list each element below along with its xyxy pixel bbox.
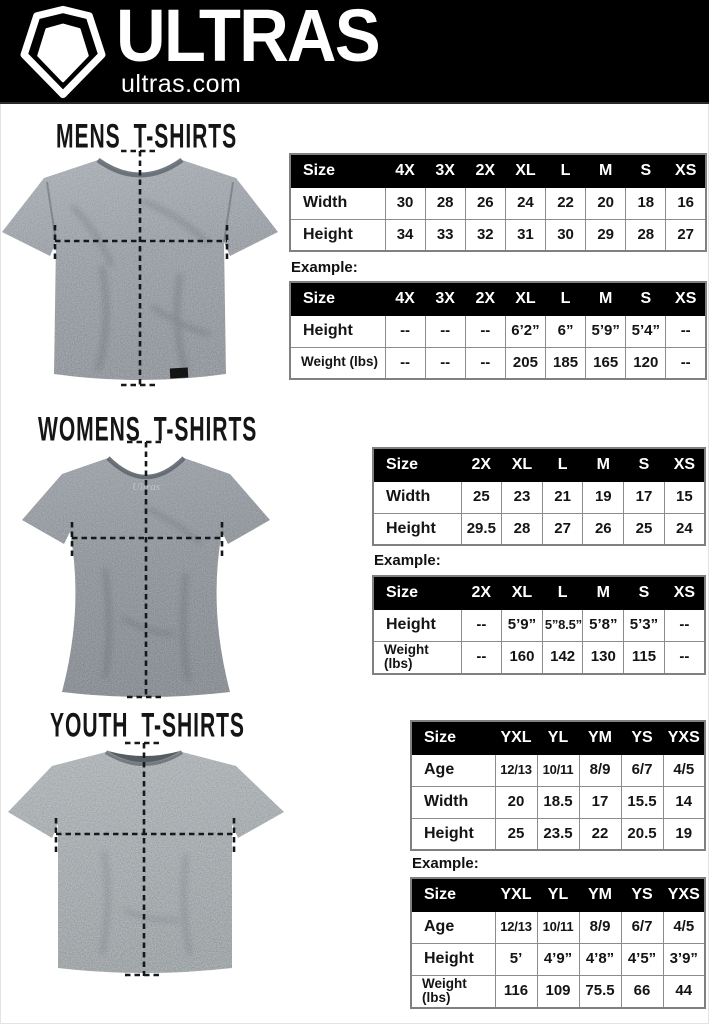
value-cell: 4/5 bbox=[663, 754, 705, 786]
size-column-header-cell: YXL bbox=[495, 721, 537, 754]
value-cell: -- bbox=[425, 315, 465, 347]
value-cell: 25 bbox=[495, 818, 537, 850]
size-column-header-cell: 3X bbox=[425, 282, 465, 315]
value-cell: 6/7 bbox=[621, 754, 663, 786]
brand-logo-text: ULTRAS bbox=[116, 0, 379, 77]
table-row bbox=[411, 911, 705, 943]
size-column-header-cell: YXS bbox=[663, 878, 705, 911]
size-column-header-cell: S bbox=[624, 448, 665, 481]
value-cell: 6” bbox=[546, 315, 586, 347]
value-cell: 25 bbox=[624, 513, 665, 545]
value-cell: 12/13 bbox=[495, 754, 537, 786]
table-row bbox=[411, 786, 705, 818]
value-cell: -- bbox=[385, 347, 425, 379]
value-cell: 44 bbox=[663, 975, 705, 1008]
size-column-header-cell: 2X bbox=[465, 282, 505, 315]
mens-size-table bbox=[289, 153, 707, 252]
size-column-header-cell: L bbox=[542, 576, 583, 609]
value-cell: 23.5 bbox=[537, 818, 579, 850]
value-cell: 3’9” bbox=[663, 943, 705, 975]
value-cell: 15 bbox=[664, 481, 705, 513]
value-cell: 28 bbox=[425, 187, 465, 219]
value-cell: 19 bbox=[583, 481, 624, 513]
value-cell: -- bbox=[461, 641, 502, 674]
value-cell: -- bbox=[666, 315, 706, 347]
pentagon-badge-icon bbox=[16, 5, 110, 99]
value-cell: 5’ bbox=[495, 943, 537, 975]
row-label-cell: Height bbox=[290, 315, 385, 347]
value-cell: 5”8.5” bbox=[542, 609, 583, 641]
value-cell: 18 bbox=[626, 187, 666, 219]
value-cell: 160 bbox=[502, 641, 543, 674]
row-label-cell: Age bbox=[411, 911, 495, 943]
row-label-cell: Height bbox=[373, 513, 461, 545]
value-cell: 5’9” bbox=[502, 609, 543, 641]
table-row bbox=[290, 219, 706, 251]
table-row bbox=[411, 818, 705, 850]
size-column-header-cell: 3X bbox=[425, 154, 465, 187]
table-header-row bbox=[373, 576, 705, 609]
womens-size-table bbox=[372, 447, 706, 546]
value-cell: 5’4” bbox=[626, 315, 666, 347]
value-cell: 75.5 bbox=[579, 975, 621, 1008]
size-column-header-cell: M bbox=[586, 282, 626, 315]
value-cell: 6/7 bbox=[621, 911, 663, 943]
table-row bbox=[411, 975, 705, 1008]
size-column-header-cell: L bbox=[546, 282, 586, 315]
size-header-label-cell: Size bbox=[373, 448, 461, 481]
value-cell: 10/11 bbox=[537, 754, 579, 786]
row-label-cell: Width bbox=[290, 187, 385, 219]
row-label-cell: Width bbox=[411, 786, 495, 818]
value-cell: 26 bbox=[465, 187, 505, 219]
size-column-header-cell: 4X bbox=[385, 282, 425, 315]
row-label-cell: Weight (lbs) bbox=[373, 641, 461, 674]
value-cell: 22 bbox=[546, 187, 586, 219]
value-cell: 115 bbox=[624, 641, 665, 674]
size-column-header-cell: YL bbox=[537, 878, 579, 911]
value-cell: 27 bbox=[666, 219, 706, 251]
value-cell: 23 bbox=[502, 481, 543, 513]
table-header-row bbox=[290, 154, 706, 187]
value-cell: 130 bbox=[583, 641, 624, 674]
value-cell: 22 bbox=[579, 818, 621, 850]
value-cell: 27 bbox=[542, 513, 583, 545]
size-column-header-cell: 2X bbox=[461, 448, 502, 481]
size-header-label-cell: Size bbox=[373, 576, 461, 609]
value-cell: 14 bbox=[663, 786, 705, 818]
size-column-header-cell: XL bbox=[505, 154, 545, 187]
value-cell: 31 bbox=[505, 219, 545, 251]
size-column-header-cell: XL bbox=[502, 448, 543, 481]
row-label-cell: Height bbox=[373, 609, 461, 641]
youth-example-table bbox=[410, 877, 706, 1009]
value-cell: 109 bbox=[537, 975, 579, 1008]
value-cell: 8/9 bbox=[579, 754, 621, 786]
value-cell: 4’8” bbox=[579, 943, 621, 975]
youth-tshirt-image bbox=[4, 740, 286, 982]
value-cell: -- bbox=[465, 315, 505, 347]
value-cell: 19 bbox=[663, 818, 705, 850]
value-cell: 20.5 bbox=[621, 818, 663, 850]
size-column-header-cell: S bbox=[626, 154, 666, 187]
size-column-header-cell: M bbox=[583, 576, 624, 609]
row-label-cell: Weight (lbs) bbox=[290, 347, 385, 379]
size-column-header-cell: XS bbox=[666, 282, 706, 315]
value-cell: 33 bbox=[425, 219, 465, 251]
size-column-header-cell: YM bbox=[579, 878, 621, 911]
table-row bbox=[411, 943, 705, 975]
value-cell: 28 bbox=[626, 219, 666, 251]
table-row bbox=[290, 347, 706, 379]
size-header-label-cell: Size bbox=[411, 721, 495, 754]
size-column-header-cell: XL bbox=[505, 282, 545, 315]
site-url-text: ultras.com bbox=[121, 70, 242, 98]
value-cell: 5’9” bbox=[586, 315, 626, 347]
mens-example-table bbox=[289, 281, 707, 380]
value-cell: 32 bbox=[465, 219, 505, 251]
value-cell: 15.5 bbox=[621, 786, 663, 818]
size-column-header-cell: 2X bbox=[461, 576, 502, 609]
table-row bbox=[373, 481, 705, 513]
value-cell: 185 bbox=[546, 347, 586, 379]
size-column-header-cell: YL bbox=[537, 721, 579, 754]
value-cell: -- bbox=[666, 347, 706, 379]
value-cell: 21 bbox=[542, 481, 583, 513]
value-cell: 30 bbox=[385, 187, 425, 219]
size-column-header-cell: M bbox=[583, 448, 624, 481]
value-cell: 18.5 bbox=[537, 786, 579, 818]
size-column-header-cell: YS bbox=[621, 721, 663, 754]
table-row bbox=[290, 187, 706, 219]
shirt-hem-tag bbox=[170, 368, 188, 379]
table-header-row bbox=[373, 448, 705, 481]
size-column-header-cell: M bbox=[586, 154, 626, 187]
womens-example-label: Example: bbox=[374, 552, 441, 569]
value-cell: 5’3” bbox=[624, 609, 665, 641]
value-cell: 165 bbox=[586, 347, 626, 379]
row-label-cell: Age bbox=[411, 754, 495, 786]
value-cell: 29 bbox=[586, 219, 626, 251]
mens-example-label: Example: bbox=[291, 259, 358, 276]
size-column-header-cell: XL bbox=[502, 576, 543, 609]
value-cell: -- bbox=[664, 641, 705, 674]
mens-section-title: MENS T-SHIRTS bbox=[56, 117, 238, 156]
header-bar bbox=[0, 0, 709, 104]
womens-tshirt-image bbox=[10, 438, 282, 704]
size-column-header-cell: 4X bbox=[385, 154, 425, 187]
value-cell: 24 bbox=[505, 187, 545, 219]
value-cell: 120 bbox=[626, 347, 666, 379]
table-header-row bbox=[411, 878, 705, 911]
value-cell: 12/13 bbox=[495, 911, 537, 943]
value-cell: 4/5 bbox=[663, 911, 705, 943]
value-cell: 4’5” bbox=[621, 943, 663, 975]
mens-tshirt-image bbox=[2, 146, 282, 391]
size-column-header-cell: XS bbox=[664, 576, 705, 609]
youth-example-label: Example: bbox=[412, 855, 479, 872]
table-row bbox=[290, 315, 706, 347]
value-cell: -- bbox=[385, 315, 425, 347]
size-header-label-cell: Size bbox=[411, 878, 495, 911]
value-cell: 66 bbox=[621, 975, 663, 1008]
value-cell: 4’9” bbox=[537, 943, 579, 975]
value-cell: 30 bbox=[546, 219, 586, 251]
value-cell: 16 bbox=[666, 187, 706, 219]
value-cell: 20 bbox=[586, 187, 626, 219]
table-header-row bbox=[290, 282, 706, 315]
faint-chest-print: Ultras bbox=[131, 481, 161, 493]
value-cell: 205 bbox=[505, 347, 545, 379]
table-row bbox=[373, 609, 705, 641]
value-cell: 34 bbox=[385, 219, 425, 251]
value-cell: -- bbox=[461, 609, 502, 641]
size-header-label-cell: Size bbox=[290, 282, 385, 315]
value-cell: 142 bbox=[542, 641, 583, 674]
value-cell: 5’8” bbox=[583, 609, 624, 641]
value-cell: 29.5 bbox=[461, 513, 502, 545]
table-row bbox=[411, 754, 705, 786]
size-column-header-cell: XS bbox=[664, 448, 705, 481]
row-label-cell: Width bbox=[373, 481, 461, 513]
value-cell: 10/11 bbox=[537, 911, 579, 943]
size-column-header-cell: S bbox=[626, 282, 666, 315]
womens-example-table bbox=[372, 575, 706, 675]
size-column-header-cell: 2X bbox=[465, 154, 505, 187]
size-column-header-cell: YXL bbox=[495, 878, 537, 911]
youth-size-table bbox=[410, 720, 706, 851]
womens-section-title: WOMENS T-SHIRTS bbox=[38, 410, 258, 449]
value-cell: 26 bbox=[583, 513, 624, 545]
value-cell: 20 bbox=[495, 786, 537, 818]
value-cell: 25 bbox=[461, 481, 502, 513]
value-cell: -- bbox=[465, 347, 505, 379]
size-header-label-cell: Size bbox=[290, 154, 385, 187]
value-cell: 17 bbox=[579, 786, 621, 818]
value-cell: 24 bbox=[664, 513, 705, 545]
size-column-header-cell: L bbox=[542, 448, 583, 481]
youth-section-title: YOUTH T-SHIRTS bbox=[50, 706, 245, 745]
size-column-header-cell: S bbox=[624, 576, 665, 609]
value-cell: 17 bbox=[624, 481, 665, 513]
row-label-cell: Weight (lbs) bbox=[411, 975, 495, 1008]
size-column-header-cell: YM bbox=[579, 721, 621, 754]
size-column-header-cell: L bbox=[546, 154, 586, 187]
table-row bbox=[373, 513, 705, 545]
value-cell: -- bbox=[664, 609, 705, 641]
value-cell: -- bbox=[425, 347, 465, 379]
value-cell: 6’2” bbox=[505, 315, 545, 347]
size-column-header-cell: YXS bbox=[663, 721, 705, 754]
value-cell: 8/9 bbox=[579, 911, 621, 943]
table-row bbox=[373, 641, 705, 674]
row-label-cell: Height bbox=[411, 818, 495, 850]
row-label-cell: Height bbox=[290, 219, 385, 251]
size-column-header-cell: YS bbox=[621, 878, 663, 911]
value-cell: 116 bbox=[495, 975, 537, 1008]
value-cell: 28 bbox=[502, 513, 543, 545]
size-column-header-cell: XS bbox=[666, 154, 706, 187]
table-header-row bbox=[411, 721, 705, 754]
row-label-cell: Height bbox=[411, 943, 495, 975]
